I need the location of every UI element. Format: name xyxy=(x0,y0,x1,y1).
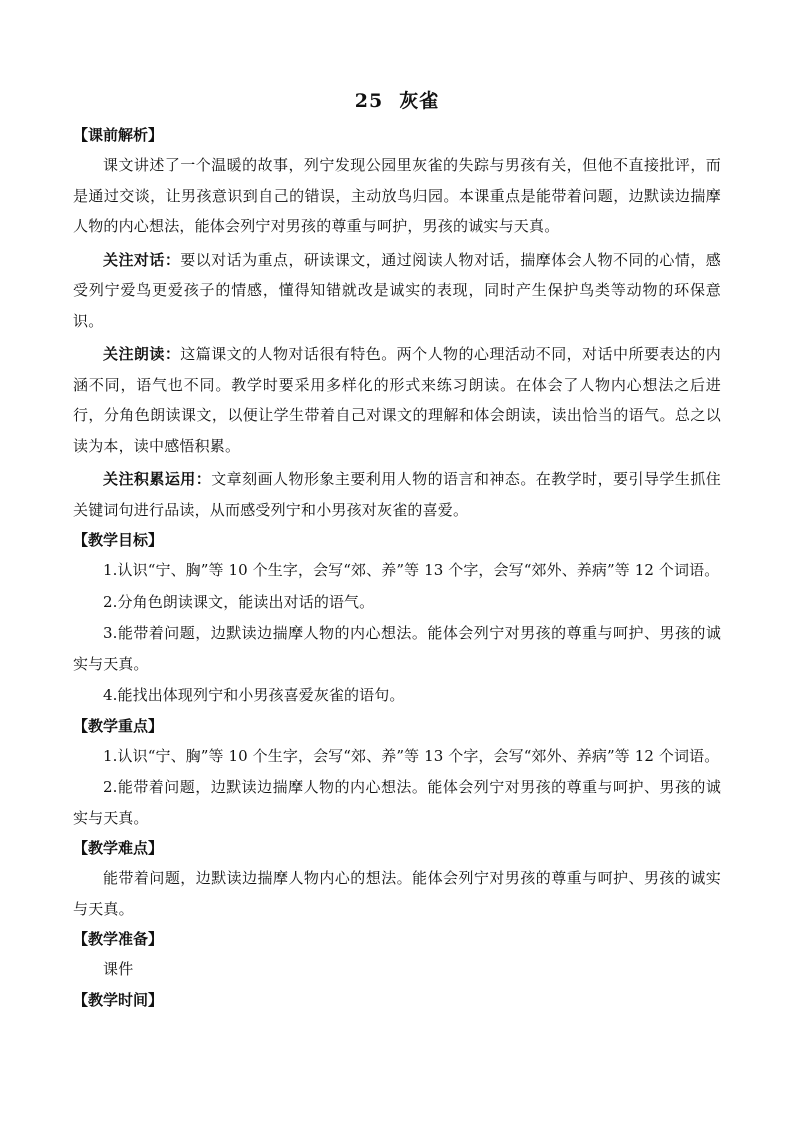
goal-item: 2.分角色朗读课文，能读出对话的语气。 xyxy=(103,592,375,611)
pre-analysis-intro: 课文讲述了一个温暖的故事，列宁发现公园里灰雀的失踪与男孩有关，但他不直接批评，而是通过交谈，让男孩意识到自己的错误，主动放鸟归园。本课重点是能带着问题，边默读边揣摩人物的内心想法，能体会列宁对男孩的尊重与呵护，男孩的诚实与天真。 xyxy=(73,156,721,235)
focus-reading-text: 这篇课文的人物对话很有特色。两个人物的心理活动不同，对话中所要表达的内涵不同，语气也不同。教学时要采用多样化的形式来练习朗读。在体会了人物内心想法之后进行，分角色朗读课文，以便让学生带着自己对课文的理解和体会朗读，读出恰当的语气。总之以读为本，读中感悟积累。 xyxy=(73,345,721,455)
section-heading-key-points: 【教学重点】 xyxy=(73,716,164,735)
focus-usage-lead: 关注积累运用： xyxy=(103,470,212,488)
goal-item: 4.能找出体现列宁和小男孩喜爱灰雀的语句。 xyxy=(103,686,405,704)
focus-dialogue-text: 要以对话为重点，研读课文，通过阅读人物对话，揣摩体会人物不同的心情，感受列宁爱鸟更爱孩子的情感，懂得知错就改是诚实的表现，同时产生保护鸟类等动物的环保意识。 xyxy=(73,250,721,330)
section-heading-pre-analysis: 【课前解析】 xyxy=(73,126,164,144)
focus-usage-text: 文章刻画人物形象主要利用人物的语言和神态。在教学时，要引导学生抓住关键词句进行品读，从而感受列宁和小男孩对灰雀的喜爱。 xyxy=(73,470,721,519)
section-heading-goals: 【教学目标】 xyxy=(73,531,164,549)
section-heading-preparation: 【教学准备】 xyxy=(73,930,164,948)
focus-dialogue-lead: 关注对话： xyxy=(103,250,181,269)
key-point-item: 1.认识“宁、胸”等 10 个生字，会写“郊、养”等 13 个字，会写“郊外、养病”等 12 个词语。 xyxy=(103,746,720,765)
difficulties-text: 能带着问题，边默读边揣摩人物内心的想法。能体会列宁对男孩的尊重与呵护、男孩的诚实与天真。 xyxy=(73,869,721,918)
goal-item: 1.认识“宁、胸”等 10 个生字，会写“郊、养”等 13 个字，会写“郊外、养病”等 12 个词语。 xyxy=(103,561,720,579)
focus-reading-lead: 关注朗读： xyxy=(103,345,181,363)
preparation-text: 课件 xyxy=(103,960,134,978)
focus-reading-paragraph xyxy=(73,339,721,461)
goal-item: 3.能带着问题，边默读边揣摩人物的内心想法。能体会列宁对男孩的尊重与呵护、男孩的诚实与天真。 xyxy=(73,624,721,673)
document-body xyxy=(73,120,721,1015)
section-heading-time: 【教学时间】 xyxy=(73,990,164,1009)
section-heading-difficulties: 【教学难点】 xyxy=(73,839,164,857)
focus-usage-paragraph xyxy=(73,464,721,525)
lesson-number: 25 xyxy=(354,90,384,112)
lesson-title xyxy=(0,86,794,113)
key-point-item: 2.能带着问题，边默读边揣摩人物的内心想法。能体会列宁对男孩的尊重与呵护、男孩的诚实与天真。 xyxy=(73,778,721,827)
lesson-name: 灰雀 xyxy=(399,90,440,112)
focus-dialogue-paragraph xyxy=(73,245,721,337)
